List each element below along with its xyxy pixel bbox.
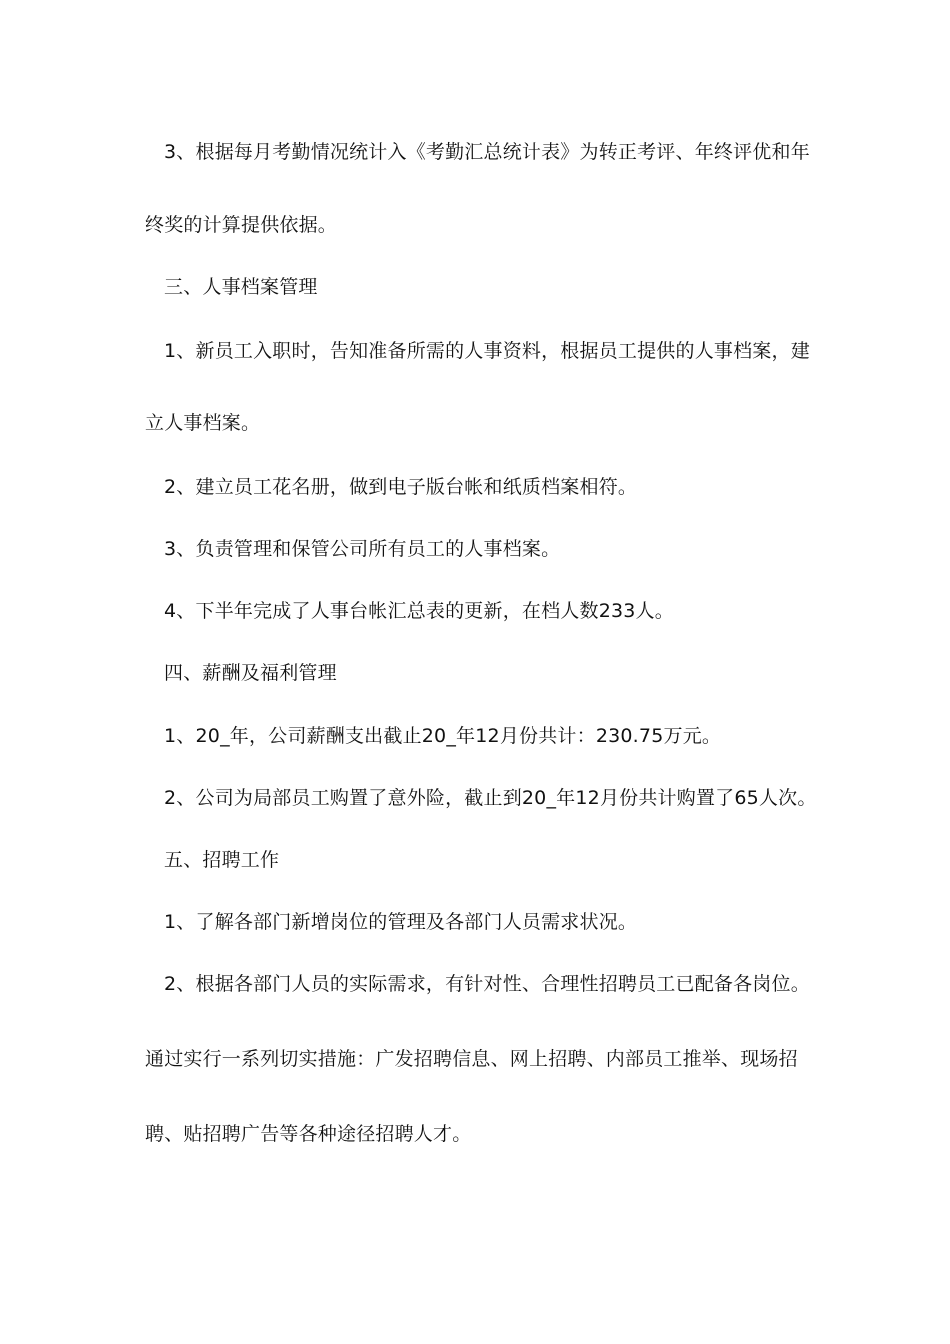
paragraph-ledger-update: 4、下半年完成了人事台帐汇总表的更新，在档人数233人。 bbox=[164, 600, 674, 622]
paragraph-recruitment-measures: 通过实行一系列切实措施：广发招聘信息、网上招聘、内部员工推举、现场招 bbox=[145, 1048, 798, 1070]
paragraph-accident-insurance: 2、公司为局部员工购置了意外险，截止到20_年12月份共计购置了65人次。 bbox=[164, 787, 817, 809]
section-heading-compensation: 四、薪酬及福利管理 bbox=[164, 662, 337, 684]
paragraph-attendance-summary-cont: 终奖的计算提供依据。 bbox=[145, 214, 338, 236]
paragraph-attendance-summary: 3、根据每月考勤情况统计入《考勤汇总统计表》为转正考评、年终评优和年 bbox=[164, 141, 810, 163]
paragraph-recruitment-measures-cont: 聘、贴招聘广告等各种途径招聘人才。 bbox=[145, 1123, 472, 1145]
paragraph-new-employee-files: 1、新员工入职时，告知准备所需的人事资料，根据员工提供的人事档案，建 bbox=[164, 340, 810, 362]
paragraph-file-custody: 3、负责管理和保管公司所有员工的人事档案。 bbox=[164, 538, 561, 560]
paragraph-new-employee-files-cont: 立人事档案。 bbox=[145, 412, 261, 434]
section-heading-personnel-files: 三、人事档案管理 bbox=[164, 276, 318, 298]
section-heading-recruitment: 五、招聘工作 bbox=[164, 849, 280, 871]
paragraph-position-needs: 1、了解各部门新增岗位的管理及各部门人员需求状况。 bbox=[164, 911, 638, 933]
paragraph-targeted-hiring: 2、根据各部门人员的实际需求，有针对性、合理性招聘员工已配备各岗位。 bbox=[164, 973, 810, 995]
paragraph-employee-roster: 2、建立员工花名册，做到电子版台帐和纸质档案相符。 bbox=[164, 476, 638, 498]
paragraph-salary-expense: 1、20_年，公司薪酬支出截止20_年12月份共计：230.75万元。 bbox=[164, 725, 722, 747]
